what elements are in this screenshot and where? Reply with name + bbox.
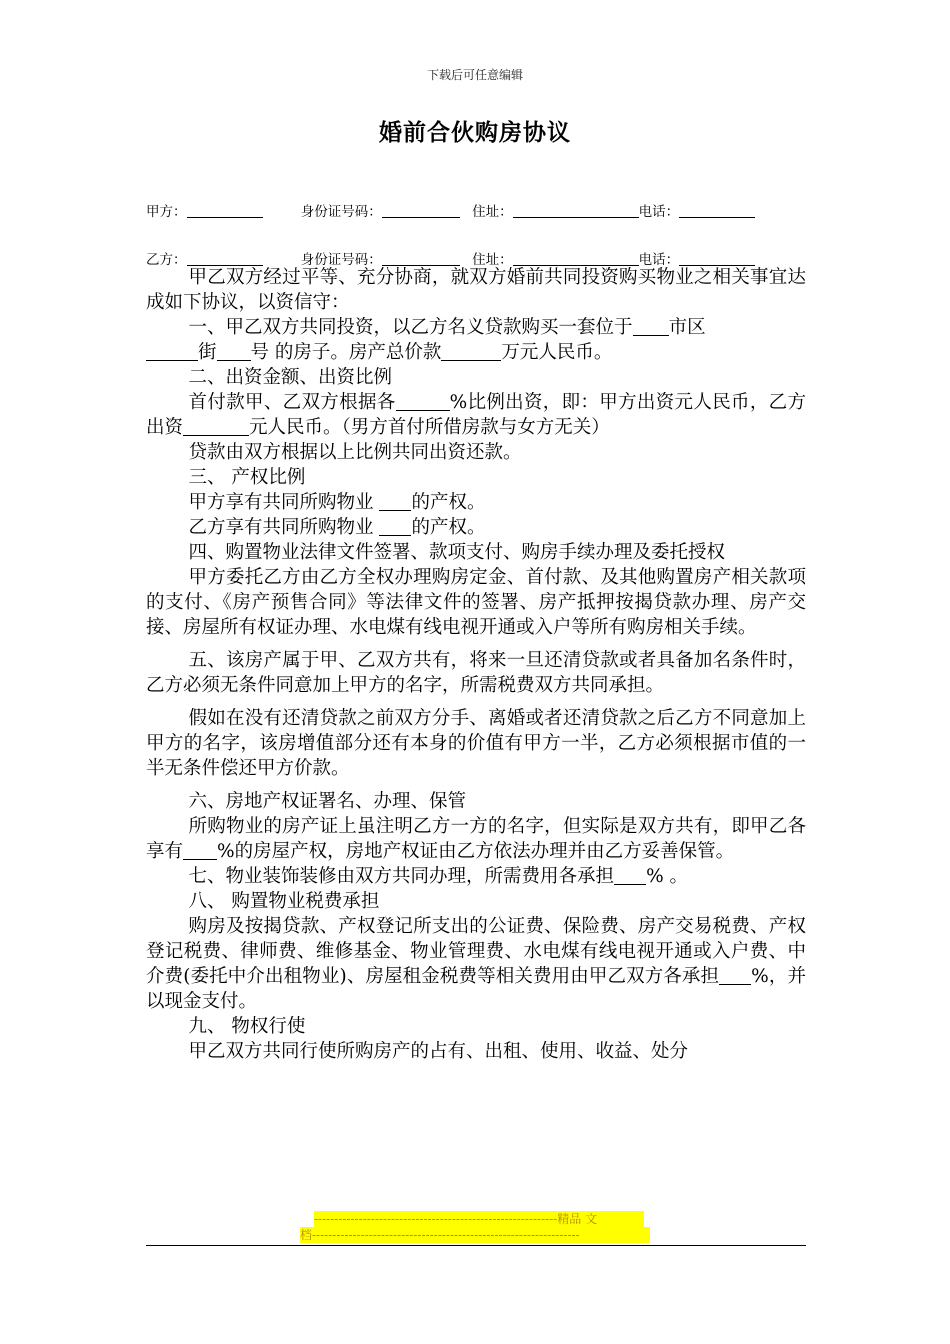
clause-8-share-blank (719, 966, 751, 985)
clause-7-text-a: 七、物业装饰装修由双方共同办理，所需费用各承担 (188, 866, 615, 887)
clause-1-text-b: 市区 (668, 317, 706, 338)
clause-7-text (146, 864, 806, 889)
party-b-phone-blank (679, 251, 755, 266)
party-b-address-blank (513, 251, 639, 266)
preamble-paragraph: 甲乙双方经过平等、充分协商，就双方婚前共同投资购买物业之相关事宜达成如下协议，以资信守： (146, 267, 806, 313)
clause-2-loan: 贷款由双方根据以上比例共同出资还款。 (188, 442, 522, 463)
clause-3-heading: 三、 产权比例 (188, 467, 306, 488)
party-a-line (146, 200, 816, 220)
clause-3-b-blank (379, 517, 411, 536)
clause-9-text: 甲乙双方共同行使所购房产的占有、出租、使用、收益、处分 (188, 1041, 689, 1062)
clause-1-text-d: 号 的房子。房产总价款 (250, 342, 442, 363)
clause-1-text-e: 万元人民币。 (501, 342, 613, 363)
header-note: 下载后可任意编辑 (426, 68, 523, 82)
clause-1-text-c: 街 (198, 342, 217, 363)
clause-8-text-a: 购房及按揭贷款、产权登记所支出的公证费、保险费、房产交易税费、产权登记税费、律师费、维修基金、物业管理费、水电煤有线电视开通或入户费、中介费(委托中介出租物业)、房屋租金税费等相关费用由甲乙双方各承担 (146, 916, 806, 987)
party-b-address-label: 住址： (472, 252, 513, 268)
clause-3-a-blank (379, 492, 411, 511)
clause-3-b-text: 乙方享有共同所购物业 (188, 517, 374, 538)
clause-2-text-b: %比例出资，即：甲方出资 (449, 392, 675, 413)
party-b-id-blank (382, 251, 460, 266)
party-a-name-blank (187, 203, 263, 218)
clause-3-a-suffix: 的产权。 (411, 492, 486, 513)
clause-3-party-a (146, 490, 806, 515)
clause-5-supplement: 假如在没有还清贷款之前双方分手、离婚或者还清贷款之后乙方不同意加上甲方的名字，该房增值部分还有本身的价值有甲方一半，乙方必须根据市值的一半无条件偿还甲方价款。 (146, 708, 806, 779)
clause-9-heading: 九、 物权行使 (188, 1016, 306, 1037)
party-b-name-label: 乙方： (146, 252, 187, 268)
party-a-id-blank (382, 203, 460, 218)
party-a-address-label: 住址： (472, 204, 513, 220)
clause-6-heading: 六、房地产权证署名、办理、保管 (188, 791, 467, 812)
clause-2-heading: 二、出资金额、出资比例 (188, 367, 393, 388)
clause-7-text-b: % 。 (646, 866, 689, 887)
clause-2-ratio-blank (396, 392, 450, 411)
party-a-phone-blank (679, 203, 755, 218)
party-a-phone-label: 电话： (638, 204, 680, 220)
clause-2-text-a: 首付款甲、乙双方根据各 (188, 392, 396, 413)
clause-4-heading: 四、购置物业法律文件签署、款项支付、购房手续办理及委托授权 (188, 542, 726, 563)
party-a-address-blank (513, 203, 639, 218)
clause-4-text: 甲方委托乙方由乙方全权办理购房定金、首付款、及其他购置房产相关款项的支付、《房产预售合同》等法律文件的签署、房产抵押按揭贷款办理、房产交接、房屋所有权证办理、水电煤有线电视开通或入户等所有购房相关手续。 (146, 567, 806, 638)
clause-2-text (146, 390, 806, 440)
agreement-body (146, 265, 806, 1064)
clause-6-share-blank (183, 841, 217, 860)
page-title: 婚前合伙购房协议 (379, 119, 571, 146)
party-a-name-label: 甲方： (146, 204, 187, 220)
clause-1-street-blank (146, 342, 198, 361)
clause-3-b-suffix: 的产权。 (411, 517, 486, 538)
clause-1-number-blank (217, 342, 251, 361)
party-b-name-blank (187, 251, 263, 266)
clause-2-text-c: 元人民币，乙方出资 (146, 392, 806, 438)
clause-6-text-a: 所购物业的房产证上虽注明乙方一方的名字，但实际是双方共有，即甲乙各享有 (146, 816, 806, 862)
clause-1-price-blank (441, 342, 501, 361)
clause-8-text-b: %，并以现金支付。 (146, 966, 806, 1012)
party-b-id-label: 身份证号码： (300, 252, 382, 268)
clause-3-a-text: 甲方享有共同所购物业 (188, 492, 374, 513)
clause-6-text-b: %的房屋产权，房地产权证由乙方依法办理并由乙方妥善保管。 (217, 841, 735, 862)
clause-2-text-d: 元人民币。（男方首付所借房款与女方无关） (249, 417, 610, 438)
clause-5-text: 五、该房产属于甲、乙双方共有，将来一旦还清贷款或者具备加名条件时，乙方必须无条件同意加上甲方的名字，所需税费双方共同承担。 (146, 650, 806, 696)
clause-8-heading: 八、 购置物业税费承担 (188, 891, 380, 912)
footer-watermark-line-2: 档------------------------------------------------------------------ (300, 1227, 650, 1243)
clause-1-city-blank (633, 317, 669, 336)
clause-8-text (146, 914, 806, 1014)
clause-7-share-blank (614, 866, 646, 885)
clause-2-amount-blank (183, 417, 249, 436)
clause-1-text-a: 一、甲乙双方共同投资，以乙方名义贷款购买一套位于 (188, 317, 633, 338)
party-a-id-label: 身份证号码： (300, 204, 382, 220)
clause-1 (146, 315, 806, 340)
party-b-phone-label: 电话： (638, 252, 680, 268)
footer-divider (146, 1245, 806, 1246)
clause-6-text (146, 814, 806, 864)
footer-watermark-line-1: ------------------------------------------------------------精品 文 (314, 1211, 644, 1227)
clause-3-party-b (146, 515, 806, 540)
footer-watermark (300, 1211, 652, 1243)
clause-1-cont (146, 340, 806, 365)
